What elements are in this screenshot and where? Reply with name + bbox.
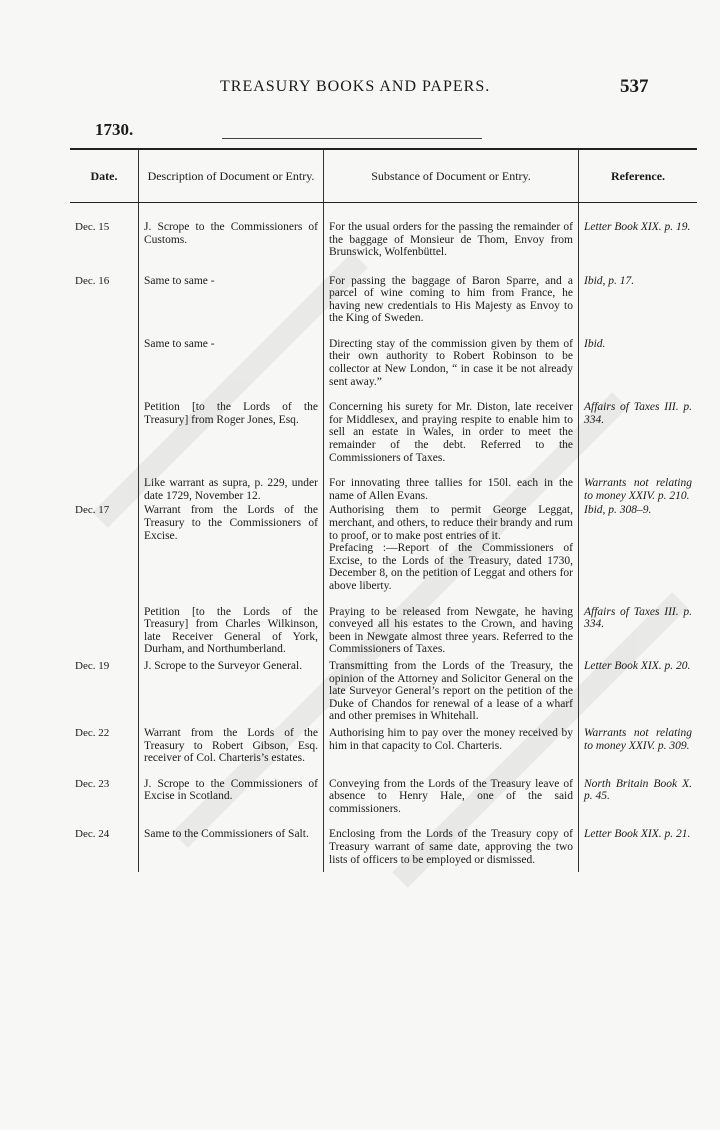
entry-substance: Transmitting from the Lords of the Treasury, the opinion of the Attorney and Solicitor General on the late Surveyor General’s report on the petition of the Duke of Chandos for renewal of a lease of a wharf and other premises in Whitehall. [329,659,573,723]
entry-substance: Directing stay of the commission given by them of their own authority to Robert Robinson to be collector at New London, “ in case it be not already sent away.” [329,337,573,388]
entry-description: Like warrant as supra, p. 229, under date 1729, November 12. [144,477,318,502]
table-row [70,723,697,765]
entry-reference: Ibid, p. 17. [584,274,635,287]
entry-substance: For the usual orders for the passing the remainder of the baggage of Monsieur de Thom, Envoy from Brunswick, Wolfenbüttel. [329,221,573,259]
entry-reference: Warrants not relating to money XXIV. p. 309. [584,726,692,752]
entry-substance: Authorising them to permit George Leggat, merchant, and others, to reduce their brandy and rum to proof, or to make post entries of it. [329,504,573,542]
divider [222,138,482,139]
running-title: TREASURY BOOKS AND PAPERS. [220,78,491,95]
entry-substance: Enclosing from the Lords of the Treasury copy of Treasury warrant of same date, approving the two lists of officers to be employed or dismissed. [329,828,573,866]
entry-date: Dec. 19 [70,656,139,723]
entry-description: Same to the Commissioners of Salt. [144,828,309,841]
table-row [70,502,697,592]
entry-date [70,464,139,502]
year-heading: 1730. [95,120,134,139]
entry-description: Warrant from the Lords of the Treasury to the Commissioners of Excise. [144,504,318,542]
table-row [70,203,697,263]
entry-description: Warrant from the Lords of the Treasury to Robert Gibson, Esq. receiver of Col. Charteris’s estates. [144,726,318,765]
running-head [0,78,720,102]
entry-substance: For innovating three tallies for 150l. each in the name of Allen Evans. [329,477,573,502]
entries-table [70,148,697,872]
entry-reference: Affairs of Taxes III. p. 334. [584,605,692,631]
table-row [70,388,697,464]
entry-reference: Ibid, p. 308–9. [584,504,652,517]
table-row [70,765,697,816]
column-header-reference: Reference. [579,149,698,203]
entry-reference: North Britain Book X. p. 45. [584,777,692,803]
entry-date: Dec. 22 [70,723,139,765]
page-number: 537 [620,76,649,97]
entry-date [70,593,139,656]
entry-substance: Conveying from the Lords of the Treasury leave of absence to Henry Hale, one of the said commissioners. [329,777,573,815]
entry-substance-note: Prefacing :—Report of the Commissioners of Excise, to the Lords of the Treasury, dated 1730, December 8, on the petition of Leggat and others for above liberty. [329,542,573,592]
entry-reference: Letter Book XIX. p. 21. [584,828,691,841]
entry-description: Same to same - [144,337,215,350]
table-row [70,263,697,325]
entry-substance: Concerning his surety for Mr. Diston, late receiver for Middlesex, and praying respite to enable him to sell an estate in Wales, in order to meet the remainder of the debt. Referred to the Commissioners of Taxes. [329,401,573,464]
table-row [70,464,697,502]
entry-reference: Letter Book XIX. p. 19. [584,221,691,233]
entry-reference: Affairs of Taxes III. p. 334. [584,401,692,426]
entry-date: Dec. 16 [70,263,139,325]
column-header-date: Date. [70,149,139,203]
table-row [70,815,697,866]
entry-description: J. Scrope to the Commissioners of Customs. [144,221,318,246]
entry-description: J. Scrope to the Commissioners of Excise in Scotland. [144,777,318,803]
entry-substance: For passing the baggage of Baron Sparre, and a parcel of wine coming to him from France, he having new credentials to His Majesty as Envoy to the King of Sweden. [329,274,573,325]
entry-description: Petition [to the Lords of the Treasury] from Charles Wilkinson, late Receiver General of York, Durham, and Northumberland. [144,605,318,656]
entry-reference: Ibid. [584,337,606,350]
entry-description: Same to same - [144,274,215,287]
entry-date: Dec. 23 [70,765,139,816]
entry-date [70,325,139,388]
table-header-row [70,149,697,203]
table-row [70,593,697,656]
entry-description: Petition [to the Lords of the Treasury] from Roger Jones, Esq. [144,401,318,426]
entry-reference: Letter Book XIX. p. 20. [584,659,691,672]
table-row [70,325,697,388]
entry-substance: Authorising him to pay over the money received by him in that capacity to Col. Charteris. [329,726,573,752]
table-row [70,656,697,723]
entry-date: Dec. 15 [70,203,139,263]
column-header-substance: Substance of Document or Entry. [324,149,579,203]
entry-reference: Warrants not relating to money XXIV. p. 210. [584,477,692,502]
table-end [70,866,697,872]
column-header-description: Description of Document or Entry. [139,149,324,203]
entry-substance: Praying to be released from Newgate, he having conveyed all his estates to the Crown, and having been in Newgate almost three years. Referred to the Commissioners of Taxes. [329,605,573,656]
entry-date [70,388,139,464]
entry-description: J. Scrope to the Surveyor General. [144,659,303,672]
entry-date: Dec. 17 [70,502,139,592]
entry-date: Dec. 24 [70,815,139,866]
